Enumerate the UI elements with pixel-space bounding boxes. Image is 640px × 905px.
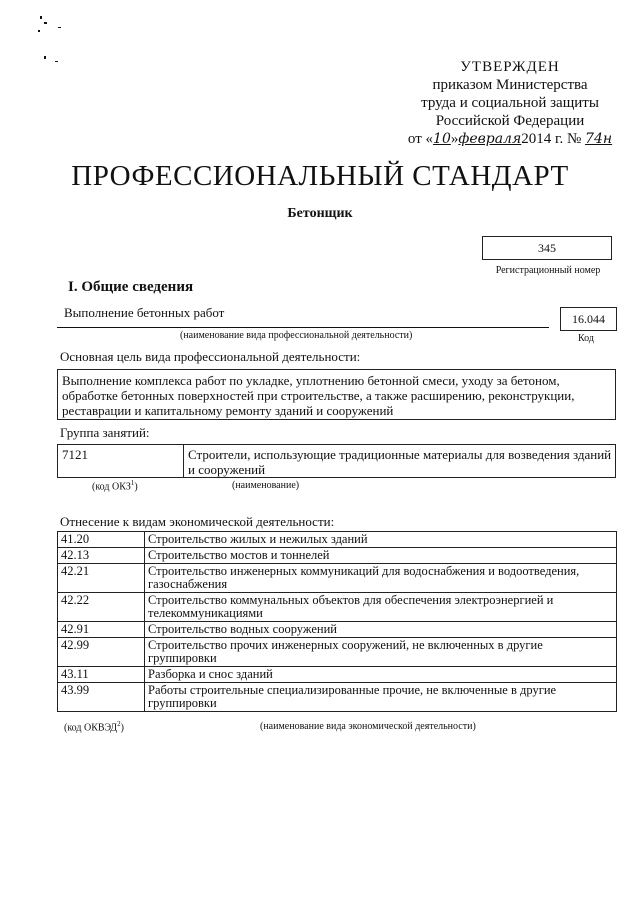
okved-code: 42.22 (58, 593, 145, 622)
activity-name: Выполнение бетонных работ (64, 305, 225, 320)
econ-activity-name: Строительство жилых и нежилых зданий (145, 532, 617, 548)
table-row (58, 532, 617, 548)
approval-line: приказом Министерства (432, 77, 588, 93)
approval-date: от «10»февраля2014 г. № 74н (407, 131, 613, 147)
approval-heading: УТВЕРЖДЕН (460, 59, 560, 75)
okved-code: 42.91 (58, 622, 145, 638)
table-row (58, 564, 617, 593)
occupation-table (57, 444, 616, 478)
econ-activity-table (57, 531, 617, 712)
occupation-divider (183, 445, 184, 477)
registration-label: Регистрационный номер (495, 265, 601, 276)
occupation-label: Группа занятий: (60, 425, 150, 440)
table-row (58, 667, 617, 683)
table-row (58, 593, 617, 622)
okved-code: 42.21 (58, 564, 145, 593)
goal-box (57, 369, 616, 420)
occupation-name-caption: (наименование) (232, 480, 300, 491)
econ-activity-name: Строительство прочих инженерных сооружений, не включенных в другие группировки (145, 638, 617, 667)
registration-number-box: 345 (482, 236, 612, 260)
table-row (58, 548, 617, 564)
scan-speck (44, 56, 46, 59)
okved-code: 41.20 (58, 532, 145, 548)
date-month: февраля (458, 131, 522, 147)
econ-activity-name: Строительство коммунальных объектов для обеспечения электроэнергией и телекоммуникациями (145, 593, 617, 622)
goal-line: реставрации и капитальному ремонту зданий и сооружений (62, 403, 394, 418)
econ-activity-name: Строительство водных сооружений (145, 622, 617, 638)
section-heading: I. Общие сведения (68, 279, 194, 295)
okved-caption: (код ОКВЭД$^2$) (64, 720, 124, 734)
scan-speck (44, 22, 47, 24)
standard-name: Бетонщик (287, 206, 353, 221)
date-day: 10 (433, 131, 451, 147)
okved-code: 43.99 (58, 683, 145, 712)
econ-name-caption: (наименование вида экономической деятельности) (260, 721, 476, 732)
occupation-name: Строители, использующие традиционные материалы для возведения зданий и сооружений (188, 447, 612, 477)
okved-code: 42.13 (58, 548, 145, 564)
table-row (58, 683, 617, 712)
occupation-code: 7121 (62, 447, 88, 462)
okved-code: 42.99 (58, 638, 145, 667)
scan-speck (58, 27, 61, 28)
okved-code: 43.11 (58, 667, 145, 683)
approval-line: труда и социальной защиты (421, 95, 599, 111)
econ-activity-name: Работы строительные специализированные прочие, не включенные в другие группировки (145, 683, 617, 712)
econ-activity-name: Строительство мостов и тоннелей (145, 548, 617, 564)
activity-underline (57, 327, 549, 328)
scan-speck (55, 61, 58, 62)
scan-speck (40, 16, 42, 19)
document-title: ПРОФЕССИОНАЛЬНЫЙ СТАНДАРТ (71, 160, 569, 192)
goal-label: Основная цель вида профессиональной деятельности: (60, 349, 361, 364)
activity-code-label: Код (578, 333, 594, 344)
activity-code-box: 16.044 (560, 307, 617, 331)
approval-block (400, 58, 620, 148)
econ-activity-name: Строительство инженерных коммуникаций для водоснабжения и водоотведения, газоснабжения (145, 564, 617, 593)
approval-line: Российской Федерации (435, 113, 585, 129)
order-number: 74н (585, 131, 613, 147)
econ-activity-label: Отнесение к видам экономической деятельности: (60, 514, 335, 529)
okz-caption: (код ОКЗ$^1$) (92, 479, 138, 493)
goal-line: Выполнение комплекса работ по укладке, уплотнению бетонной смеси, уходу за бетоном, (62, 373, 560, 388)
econ-activity-name: Разборка и снос зданий (145, 667, 617, 683)
scan-speck (38, 30, 40, 32)
activity-caption: (наименование вида профессиональной деятельности) (180, 330, 413, 341)
table-row (58, 638, 617, 667)
goal-line: обработке бетонных поверхностей при строительстве, а также расширению, реконструкции, (62, 388, 575, 403)
table-row (58, 622, 617, 638)
